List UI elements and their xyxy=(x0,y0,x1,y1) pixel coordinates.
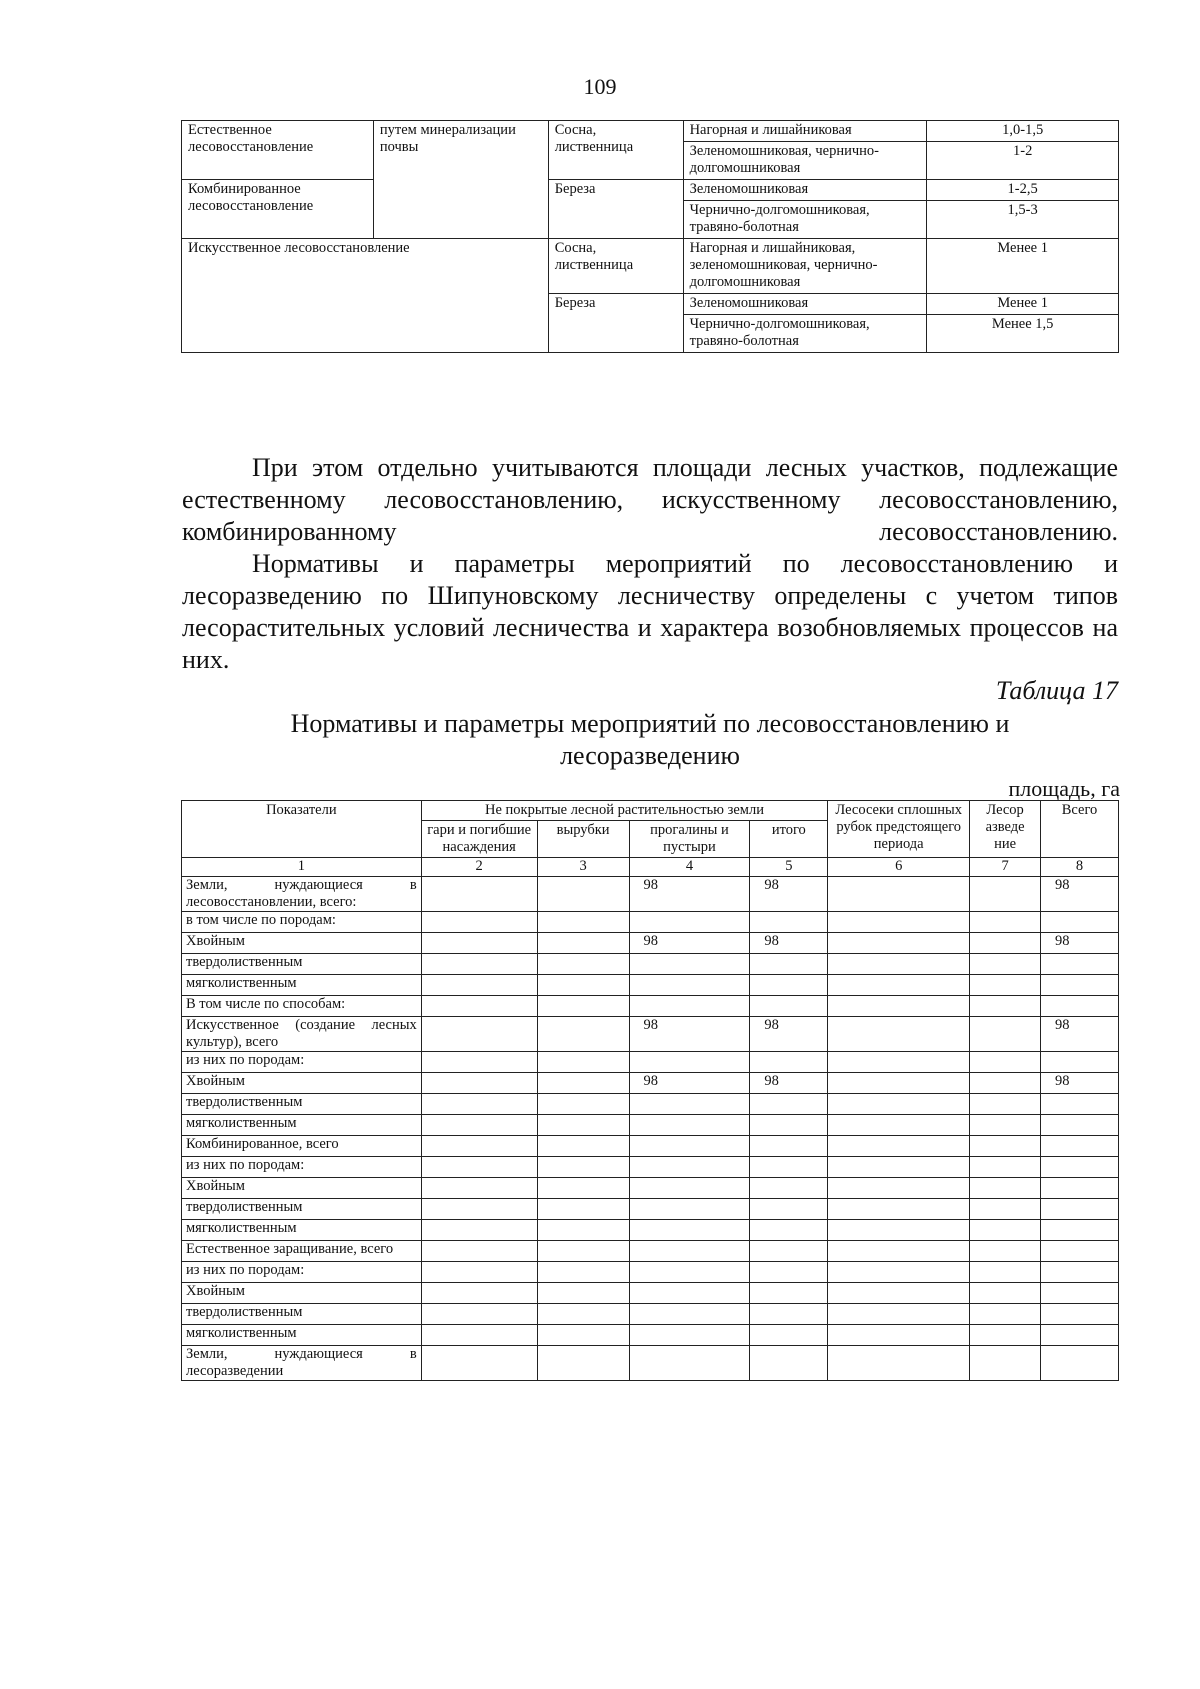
species-cell: Береза xyxy=(548,294,683,353)
value-cell xyxy=(537,1304,629,1325)
value-cell xyxy=(828,1199,970,1220)
value-cell xyxy=(537,1094,629,1115)
header-subtotal: итого xyxy=(750,821,828,858)
header-indicators: Показатели xyxy=(182,801,422,858)
value-cell xyxy=(828,1304,970,1325)
value-cell xyxy=(537,996,629,1017)
row-label: Хвойным xyxy=(182,1283,422,1304)
value-cell xyxy=(421,1157,537,1178)
header-cuttings: вырубки xyxy=(537,821,629,858)
value-cell xyxy=(421,1304,537,1325)
table-row xyxy=(182,1094,1119,1115)
value-cell xyxy=(970,1073,1041,1094)
row-label: Земли, нуждающиеся в лесоразведении xyxy=(182,1346,422,1381)
value-cell xyxy=(629,1283,750,1304)
value-cell xyxy=(421,1199,537,1220)
header-afforestation: Лесор азведе ние xyxy=(970,801,1041,858)
value-cell xyxy=(421,933,537,954)
value-cell xyxy=(629,1262,750,1283)
value-cell: 1,5-3 xyxy=(927,201,1119,239)
reforestation-methods-table xyxy=(181,120,1119,353)
value-cell xyxy=(537,877,629,912)
value-cell xyxy=(537,1346,629,1381)
header-burned: гари и погибшие насаждения xyxy=(421,821,537,858)
value-cell xyxy=(828,912,970,933)
value-cell xyxy=(1041,996,1119,1017)
table-row xyxy=(182,180,1119,201)
value-cell xyxy=(421,1283,537,1304)
value-cell xyxy=(970,1136,1041,1157)
value-cell xyxy=(629,954,750,975)
value-cell xyxy=(1041,1241,1119,1262)
value-cell xyxy=(537,1178,629,1199)
column-index: 2 xyxy=(421,858,537,877)
value-cell xyxy=(970,1178,1041,1199)
value-cell xyxy=(629,1241,750,1262)
value-cell xyxy=(421,996,537,1017)
value-cell xyxy=(828,975,970,996)
value-cell xyxy=(828,1094,970,1115)
row-label: из них по породам: xyxy=(182,1052,422,1073)
value-cell xyxy=(750,1346,828,1381)
column-index: 4 xyxy=(629,858,750,877)
value-cell xyxy=(970,996,1041,1017)
value-cell xyxy=(421,1115,537,1136)
technique-cell: путем минерализации почвы xyxy=(373,121,548,239)
table-title-line: лесоразведению xyxy=(560,741,740,770)
value-cell xyxy=(750,1115,828,1136)
value-cell xyxy=(970,1157,1041,1178)
table-row xyxy=(182,1262,1119,1283)
table-title xyxy=(182,708,1118,772)
row-label: в том числе по породам: xyxy=(182,912,422,933)
value-cell xyxy=(537,1241,629,1262)
value-cell xyxy=(1041,1283,1119,1304)
method-cell: Комбинированное лесовосстановление xyxy=(182,180,374,239)
value-cell xyxy=(828,1136,970,1157)
column-index-row xyxy=(182,858,1119,877)
value-cell xyxy=(1041,912,1119,933)
value-cell xyxy=(828,954,970,975)
row-label: Естественное заращивание, всего xyxy=(182,1241,422,1262)
value-cell xyxy=(970,877,1041,912)
value-cell: 98 xyxy=(750,1017,828,1052)
value-cell xyxy=(629,996,750,1017)
value-cell xyxy=(828,1346,970,1381)
table-row xyxy=(182,1220,1119,1241)
value-cell xyxy=(970,1199,1041,1220)
column-index: 3 xyxy=(537,858,629,877)
value-cell: 98 xyxy=(629,933,750,954)
row-label: мягколиственным xyxy=(182,975,422,996)
value-cell xyxy=(421,1136,537,1157)
value-cell xyxy=(629,1178,750,1199)
header-row xyxy=(182,801,1119,821)
value-cell xyxy=(421,1178,537,1199)
method-cell: Естественное лесовосстановление xyxy=(182,121,374,180)
value-cell: 1-2,5 xyxy=(927,180,1119,201)
value-cell xyxy=(1041,1199,1119,1220)
value-cell xyxy=(421,1346,537,1381)
header-total: Всего xyxy=(1041,801,1119,858)
value-cell xyxy=(421,1052,537,1073)
value-cell xyxy=(629,1094,750,1115)
table-row xyxy=(182,954,1119,975)
value-cell xyxy=(970,1115,1041,1136)
value-cell xyxy=(828,1241,970,1262)
value-cell xyxy=(537,1199,629,1220)
value-cell xyxy=(970,1017,1041,1052)
value-cell xyxy=(828,1283,970,1304)
value-cell xyxy=(828,1157,970,1178)
value-cell xyxy=(750,1283,828,1304)
value-cell xyxy=(537,1220,629,1241)
table-row xyxy=(182,933,1119,954)
value-cell xyxy=(828,1325,970,1346)
value-cell xyxy=(970,1304,1041,1325)
value-cell xyxy=(629,1052,750,1073)
table-row xyxy=(182,1136,1119,1157)
value-cell xyxy=(629,1325,750,1346)
page-number: 109 xyxy=(583,74,617,99)
value-cell xyxy=(537,1283,629,1304)
column-index: 8 xyxy=(1041,858,1119,877)
value-cell xyxy=(537,954,629,975)
row-label: Комбинированное, всего xyxy=(182,1136,422,1157)
value-cell: 98 xyxy=(1041,877,1119,912)
value-cell xyxy=(970,1346,1041,1381)
row-label: твердолиственным xyxy=(182,1199,422,1220)
value-cell: 1,0-1,5 xyxy=(927,121,1119,142)
table-row xyxy=(182,877,1119,912)
value-cell xyxy=(421,912,537,933)
species-cell: Сосна, лиственница xyxy=(548,239,683,294)
value-cell: Менее 1,5 xyxy=(927,315,1119,353)
value-cell xyxy=(828,1052,970,1073)
row-label: Хвойным xyxy=(182,1178,422,1199)
value-cell xyxy=(537,1136,629,1157)
value-cell xyxy=(750,1136,828,1157)
table-row xyxy=(182,1283,1119,1304)
value-cell xyxy=(750,1241,828,1262)
value-cell xyxy=(828,1220,970,1241)
species-cell: Береза xyxy=(548,180,683,239)
value-cell xyxy=(421,975,537,996)
value-cell xyxy=(421,1325,537,1346)
value-cell xyxy=(537,933,629,954)
value-cell xyxy=(1041,975,1119,996)
value-cell xyxy=(970,1052,1041,1073)
forest-type-cell: Зеленомошниковая xyxy=(683,294,927,315)
value-cell xyxy=(537,1017,629,1052)
value-cell xyxy=(970,1241,1041,1262)
value-cell xyxy=(537,1325,629,1346)
table-number-label: Таблица 17 xyxy=(995,676,1118,705)
row-label: мягколиственным xyxy=(182,1325,422,1346)
column-index: 7 xyxy=(970,858,1041,877)
value-cell xyxy=(629,975,750,996)
table-row xyxy=(182,121,1119,142)
value-cell xyxy=(421,877,537,912)
value-cell xyxy=(750,996,828,1017)
value-cell xyxy=(1041,1178,1119,1199)
value-cell: 98 xyxy=(629,1017,750,1052)
value-cell: 98 xyxy=(1041,933,1119,954)
table-row xyxy=(182,1017,1119,1052)
table-row xyxy=(182,1199,1119,1220)
forest-type-cell: Зеленомошниковая xyxy=(683,180,927,201)
row-label: В том числе по способам: xyxy=(182,996,422,1017)
table-row xyxy=(182,239,1119,294)
value-cell xyxy=(421,1073,537,1094)
value-cell xyxy=(1041,1157,1119,1178)
table-title-line: Нормативы и параметры мероприятий по лесовосстановлению и xyxy=(290,709,1010,738)
value-cell xyxy=(421,1262,537,1283)
header-glades: прогалины и пустыри xyxy=(629,821,750,858)
value-cell xyxy=(1041,954,1119,975)
forest-type-cell: Чернично-долгомошниковая, травяно-болотная xyxy=(683,201,927,239)
row-label: твердолиственным xyxy=(182,954,422,975)
value-cell xyxy=(629,1115,750,1136)
forest-type-cell: Нагорная и лишайниковая, зеленомошниковая, чернично-долгомошниковая xyxy=(683,239,927,294)
paragraph-norms-parameters: Нормативы и параметры мероприятий по лесовосстановлению и лесоразведению по Шипуновскому лесничеству определены с учетом типов лесорастительных условий лесничества и характера возобновляемых процессов на них. xyxy=(182,549,1118,674)
value-cell xyxy=(1041,1220,1119,1241)
value-cell xyxy=(1041,1052,1119,1073)
table-row xyxy=(182,996,1119,1017)
value-cell xyxy=(421,1241,537,1262)
column-index: 5 xyxy=(750,858,828,877)
value-cell xyxy=(537,912,629,933)
value-cell: 98 xyxy=(750,877,828,912)
table-row xyxy=(182,1052,1119,1073)
table-row xyxy=(182,1304,1119,1325)
value-cell xyxy=(750,1157,828,1178)
value-cell xyxy=(629,1304,750,1325)
value-cell xyxy=(537,1052,629,1073)
value-cell xyxy=(537,1157,629,1178)
value-cell xyxy=(1041,1304,1119,1325)
value-cell xyxy=(970,1262,1041,1283)
row-label: Хвойным xyxy=(182,1073,422,1094)
value-cell xyxy=(828,1178,970,1199)
value-cell xyxy=(1041,1325,1119,1346)
value-cell xyxy=(1041,1136,1119,1157)
value-cell xyxy=(828,1017,970,1052)
table-row xyxy=(182,1346,1119,1381)
value-cell xyxy=(421,954,537,975)
forest-type-cell: Чернично-долгомошниковая, травяно-болотная xyxy=(683,315,927,353)
row-label: из них по породам: xyxy=(182,1262,422,1283)
value-cell xyxy=(750,1262,828,1283)
value-cell: 98 xyxy=(750,1073,828,1094)
paragraph-areas-accounted: При этом отдельно учитываются площади лесных участков, подлежащие естественному лесовосстановлению, искусственному лесовосстановлению, комбинированному лесовосстановлению. xyxy=(182,453,1118,546)
value-cell xyxy=(421,1220,537,1241)
value-cell xyxy=(629,1199,750,1220)
table-row xyxy=(182,1073,1119,1094)
value-cell xyxy=(421,1094,537,1115)
value-cell xyxy=(629,1136,750,1157)
value-cell xyxy=(828,1262,970,1283)
value-cell xyxy=(1041,1346,1119,1381)
column-index: 1 xyxy=(182,858,422,877)
column-index: 6 xyxy=(828,858,970,877)
value-cell xyxy=(970,912,1041,933)
value-cell xyxy=(828,1073,970,1094)
value-cell xyxy=(537,1262,629,1283)
value-cell xyxy=(750,1325,828,1346)
value-cell xyxy=(750,1094,828,1115)
value-cell xyxy=(537,1115,629,1136)
forest-type-cell: Нагорная и лишайниковая xyxy=(683,121,927,142)
row-label: из них по породам: xyxy=(182,1157,422,1178)
value-cell xyxy=(970,1094,1041,1115)
value-cell xyxy=(970,1325,1041,1346)
value-cell: Менее 1 xyxy=(927,239,1119,294)
value-cell xyxy=(750,975,828,996)
value-cell xyxy=(970,1283,1041,1304)
value-cell xyxy=(828,933,970,954)
value-cell: 98 xyxy=(629,877,750,912)
row-label: твердолиственным xyxy=(182,1304,422,1325)
value-cell xyxy=(1041,1262,1119,1283)
value-cell xyxy=(629,1346,750,1381)
unit-label: площадь, га xyxy=(1008,776,1120,801)
species-cell: Сосна, лиственница xyxy=(548,121,683,180)
method-cell: Искусственное лесовосстановление xyxy=(182,239,549,353)
value-cell xyxy=(537,1073,629,1094)
value-cell xyxy=(629,912,750,933)
value-cell xyxy=(750,1304,828,1325)
row-label: Искусственное (создание лесных культур), всего xyxy=(182,1017,422,1052)
value-cell xyxy=(970,954,1041,975)
row-label: Земли, нуждающиеся в лесовосстановлении, всего: xyxy=(182,877,422,912)
value-cell: 98 xyxy=(629,1073,750,1094)
value-cell xyxy=(537,975,629,996)
value-cell xyxy=(750,1220,828,1241)
value-cell: 1-2 xyxy=(927,142,1119,180)
value-cell xyxy=(421,1017,537,1052)
table-row xyxy=(182,1241,1119,1262)
value-cell: 98 xyxy=(1041,1017,1119,1052)
header-clearcut-areas: Лесосеки сплошных рубок предстоящего периода xyxy=(828,801,970,858)
value-cell xyxy=(750,912,828,933)
forest-type-cell: Зеленомошниковая, чернично-долгомошниковая xyxy=(683,142,927,180)
value-cell xyxy=(828,877,970,912)
table-row xyxy=(182,1157,1119,1178)
reforestation-norms-table xyxy=(181,800,1119,1381)
table-row xyxy=(182,1325,1119,1346)
value-cell xyxy=(629,1157,750,1178)
value-cell xyxy=(750,954,828,975)
value-cell xyxy=(750,1178,828,1199)
value-cell xyxy=(970,975,1041,996)
row-label: твердолиственным xyxy=(182,1094,422,1115)
value-cell xyxy=(750,1052,828,1073)
value-cell xyxy=(828,996,970,1017)
row-label: Хвойным xyxy=(182,933,422,954)
table-row xyxy=(182,975,1119,996)
table-row xyxy=(182,912,1119,933)
table-row xyxy=(182,1115,1119,1136)
value-cell: 98 xyxy=(1041,1073,1119,1094)
value-cell xyxy=(828,1115,970,1136)
value-cell: Менее 1 xyxy=(927,294,1119,315)
value-cell: 98 xyxy=(750,933,828,954)
value-cell xyxy=(629,1220,750,1241)
value-cell xyxy=(750,1199,828,1220)
row-label: мягколиственным xyxy=(182,1220,422,1241)
value-cell xyxy=(1041,1094,1119,1115)
table-row xyxy=(182,1178,1119,1199)
value-cell xyxy=(970,1220,1041,1241)
header-uncovered-lands: Не покрытые лесной растительностью земли xyxy=(421,801,828,821)
value-cell xyxy=(1041,1115,1119,1136)
row-label: мягколиственным xyxy=(182,1115,422,1136)
value-cell xyxy=(970,933,1041,954)
